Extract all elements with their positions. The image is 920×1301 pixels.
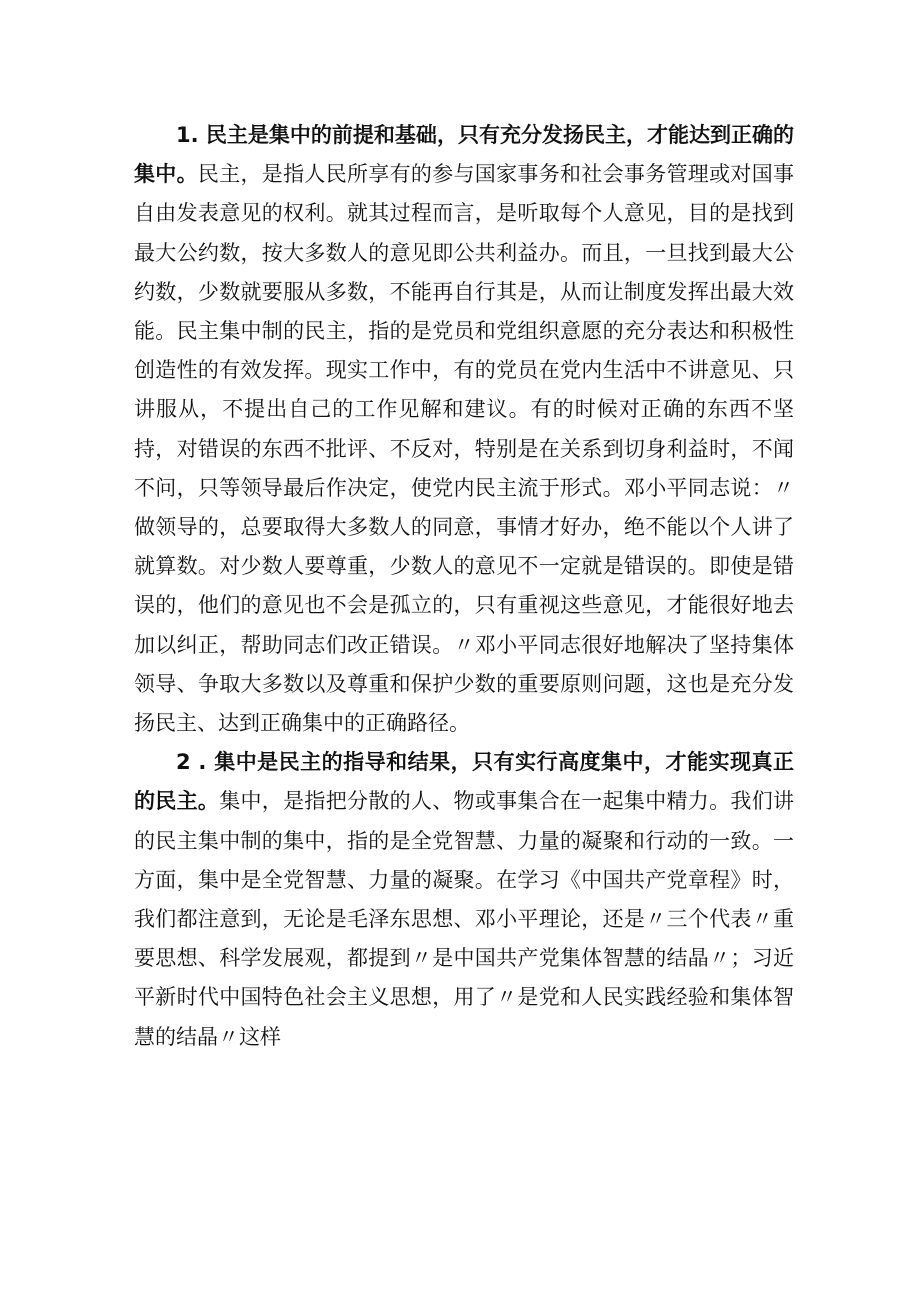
- paragraph-heading: 1. 民主是集中的前提和基础，只有充分发扬民主，才能达到正确的集中。: [134, 123, 794, 187]
- paragraph-centralism: [134, 743, 794, 1057]
- paragraph-text: 民主，是指人民所享有的参与国家事务和社会事务管理或对国事自由发表意见的权利。就其过程而言，是听取每个人意见，目的是找到最大公约数，按大多数人的意见即公共利益办。而且，一旦找到最大公约数，少数就要服从多数，不能再自行其是，从而让制度发挥出最大效能。民主集中制的民主，指的是党员和党组织意愿的充分表达和积极性创造性的有效发挥。现实工作中，有的党员在党内生活中不讲意见、只讲服从，不提出自己的工作见解和建议。有的时候对正确的东西不坚持，对错误的东西不批评、不反对，特别是在关系到切身利益时，不闻不问，只等领导最后作决定，使党内民主流于形式。邓小平同志说：〃做领导的，总要取得大多数人的同意，事情才好办，绝不能以个人讲了就算数。对少数人要尊重，少数人的意见不一定就是错误的。即使是错误的，他们的意见也不会是孤立的，只有重视这些意见，才能很好地去加以纠正，帮助同志们改正错误。〃邓小平同志很好地解决了坚持集体领导、争取大多数以及尊重和保护少数的重要原则问题，这也是充分发扬民主、达到正确集中的正确路径。: [134, 162, 795, 736]
- paragraph-heading: 2 . 集中是民主的指导和结果，只有实行高度集中，才能实现真正的民主。: [134, 750, 794, 814]
- paragraph-democracy: [134, 116, 794, 743]
- document-body: [134, 116, 794, 1057]
- paragraph-text: 集中，是指把分散的人、物或事集合在一起集中精力。我们讲的民主集中制的集中，指的是全党智慧、力量的凝聚和行动的一致。一方面，集中是全党智慧、力量的凝聚。在学习《中国共产党章程》时，我们都注意到，无论是毛泽东思想、邓小平理论，还是〃三个代表〃重要思想、科学发展观，都提到〃是中国共产党集体智慧的结晶〃；习近平新时代中国特色社会主义思想，用了〃是党和人民实践经验和集体智慧的结晶〃这样: [134, 789, 795, 1049]
